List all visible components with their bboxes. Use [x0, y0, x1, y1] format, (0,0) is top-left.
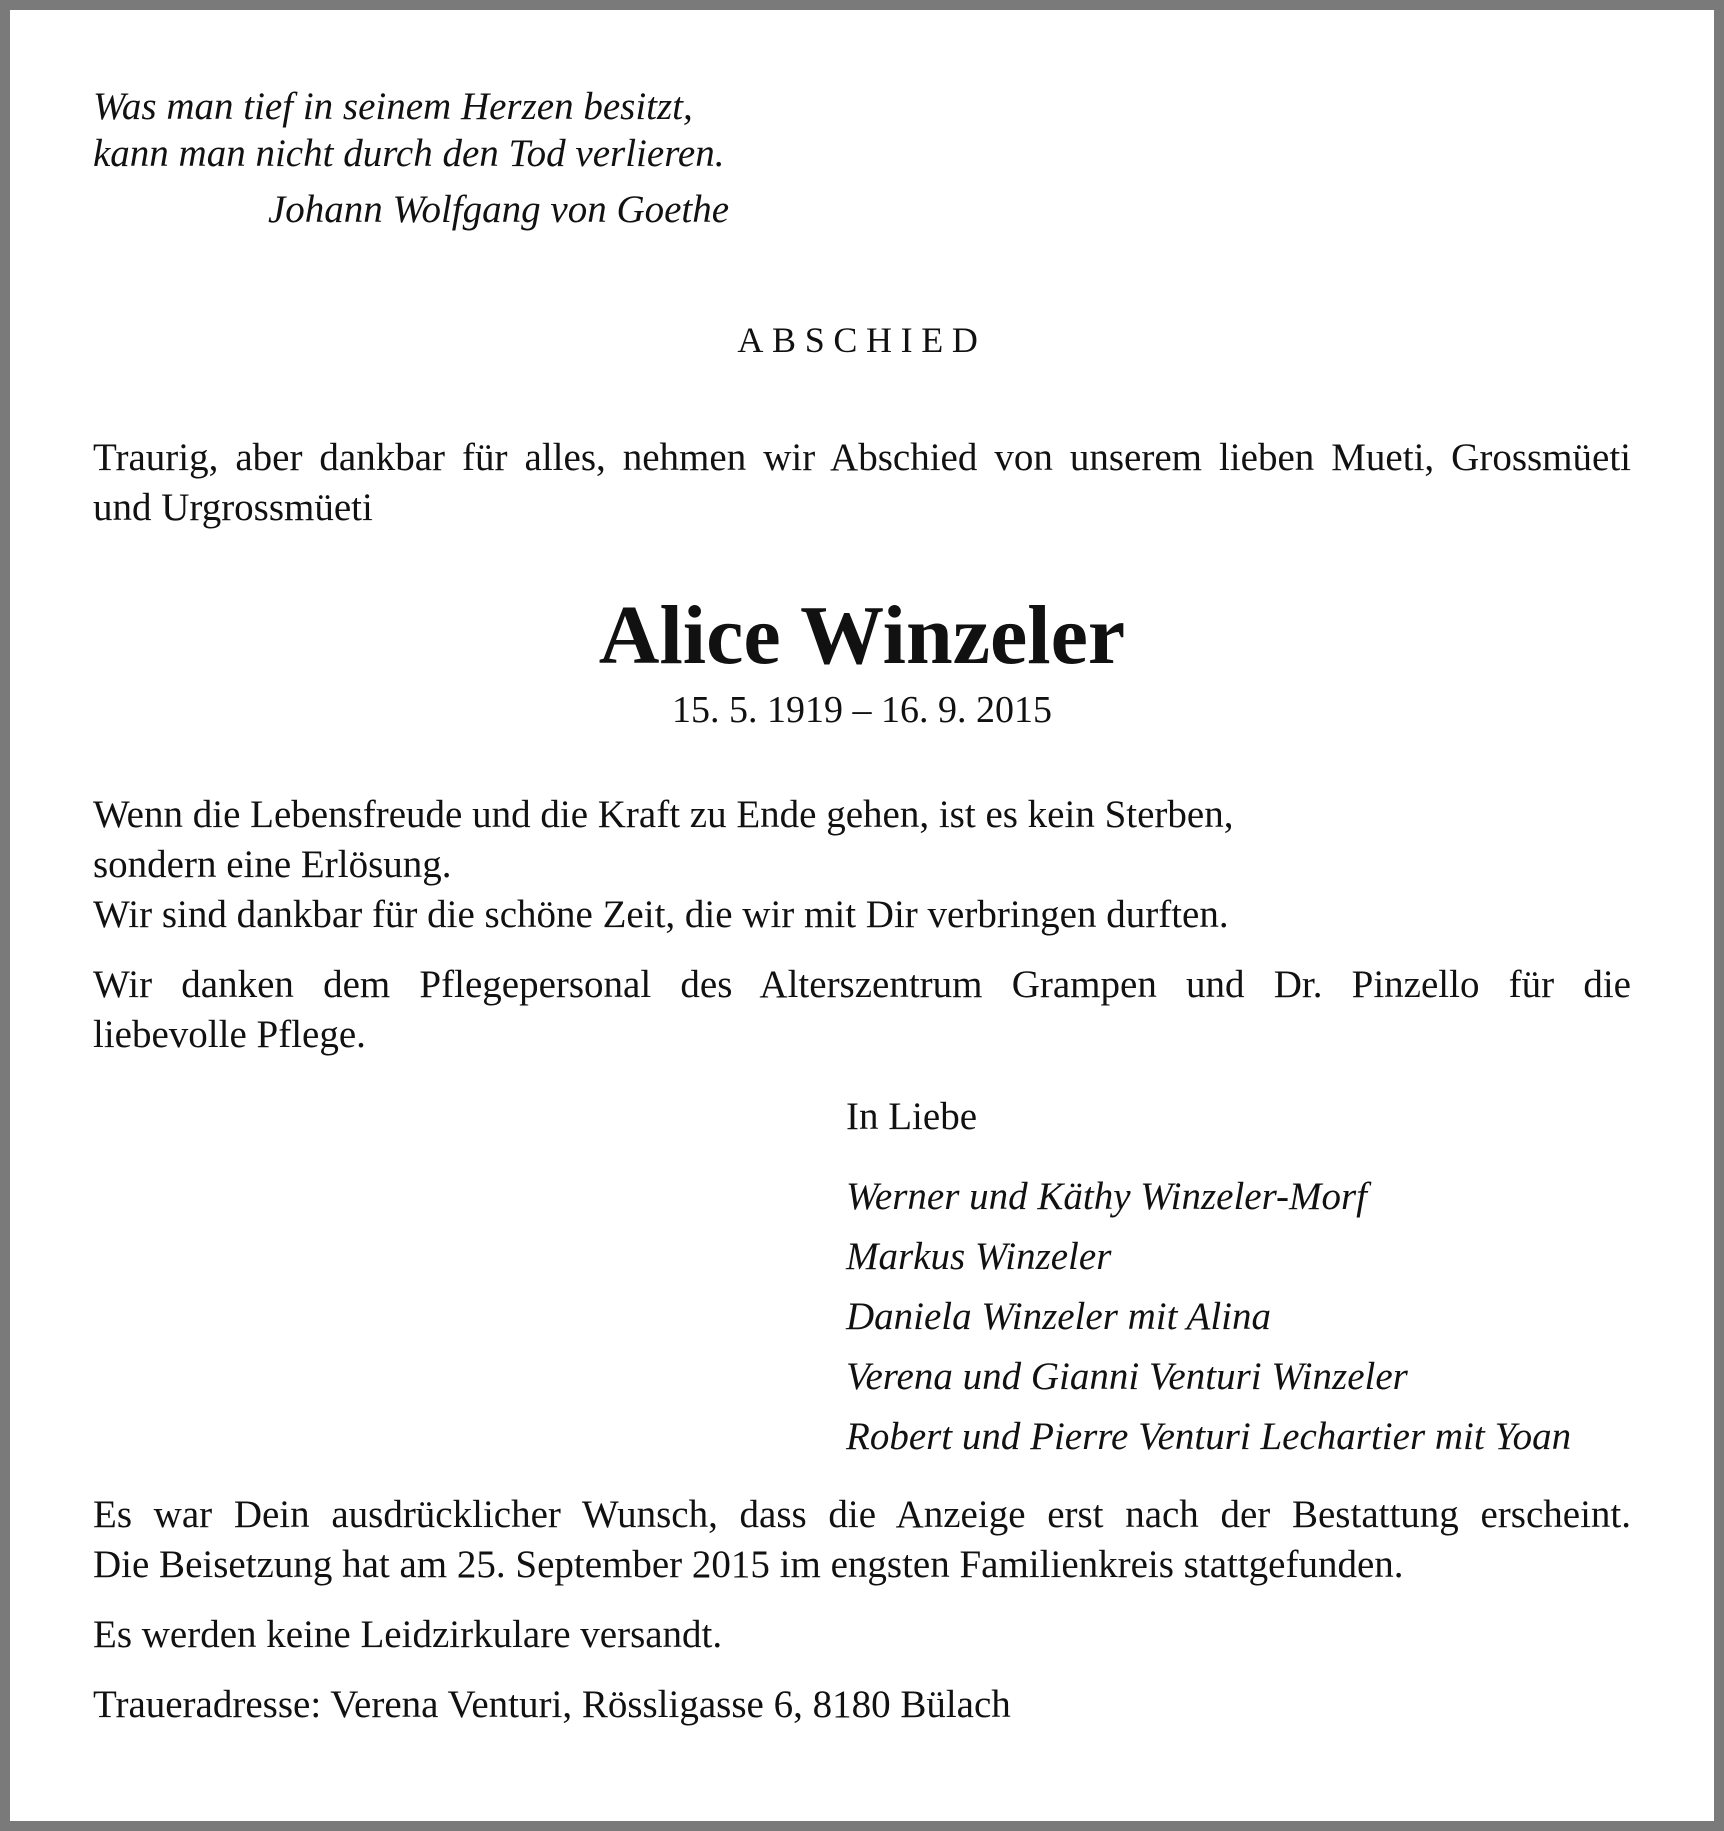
- thanks-paragraph: [93, 960, 1631, 1060]
- burial-note-line-2: Die Beisetzung hat am 25. September 2015 im engsten Familienkreis stattgefunden.: [93, 1543, 1404, 1586]
- life-dates: 15. 5. 1919 – 16. 9. 2015: [672, 689, 1052, 731]
- mourner-name: Robert und Pierre Venturi Lechartier mit Yoan: [846, 1415, 1572, 1458]
- quote-line-1: Was man tief in seinem Herzen besitzt,: [93, 85, 693, 128]
- condolence-line-3: Wir sind dankbar für die schöne Zeit, die wir mit Dir verbringen durften.: [93, 893, 1229, 936]
- thanks-line-2: liebevolle Pflege.: [93, 1013, 366, 1056]
- circular-note: Es werden keine Leidzirkulare versandt.: [93, 1613, 723, 1656]
- condolence-line-1: Wenn die Lebensfreude und die Kraft zu Ende gehen, ist es kein Sterben,: [93, 793, 1234, 836]
- opening-quote: [93, 83, 1631, 233]
- burial-note-line-1: Es war Dein ausdrücklicher Wunsch, dass die Anzeige erst nach der Bestattung erscheint.: [93, 1493, 1631, 1536]
- mourner-name: Werner und Käthy Winzeler-Morf: [846, 1175, 1367, 1218]
- mourner-name: Markus Winzeler: [846, 1235, 1112, 1278]
- closing-salutation: In Liebe: [846, 1095, 978, 1138]
- quote-attribution: Johann Wolfgang von Goethe: [268, 188, 730, 231]
- mourner-name: Verena und Gianni Venturi Winzeler: [846, 1355, 1408, 1398]
- mourners-list: [846, 1167, 1631, 1467]
- condolence-paragraph: [93, 790, 1631, 940]
- condolence-line-2: sondern eine Erlösung.: [93, 843, 452, 886]
- intro-line-2: und Urgrossmüeti: [93, 486, 373, 529]
- burial-note: [93, 1490, 1631, 1590]
- intro-line-1: Traurig, aber dankbar für alles, nehmen wir Abschied von unserem lieben Mueti, Grossmüeti: [93, 436, 1631, 479]
- deceased-name: Alice Winzeler: [598, 589, 1126, 682]
- quote-line-2: kann man nicht durch den Tod verlieren.: [93, 132, 725, 175]
- intro-paragraph: [93, 433, 1631, 533]
- mourning-address: Traueradresse: Verena Venturi, Rössligasse 6, 8180 Bülach: [93, 1683, 1011, 1726]
- mourner-name: Daniela Winzeler mit Alina: [846, 1295, 1272, 1338]
- page-title: ABSCHIED: [737, 320, 987, 360]
- thanks-line-1: Wir danken dem Pflegepersonal des Alterszentrum Grampen und Dr. Pinzello für die: [93, 963, 1631, 1006]
